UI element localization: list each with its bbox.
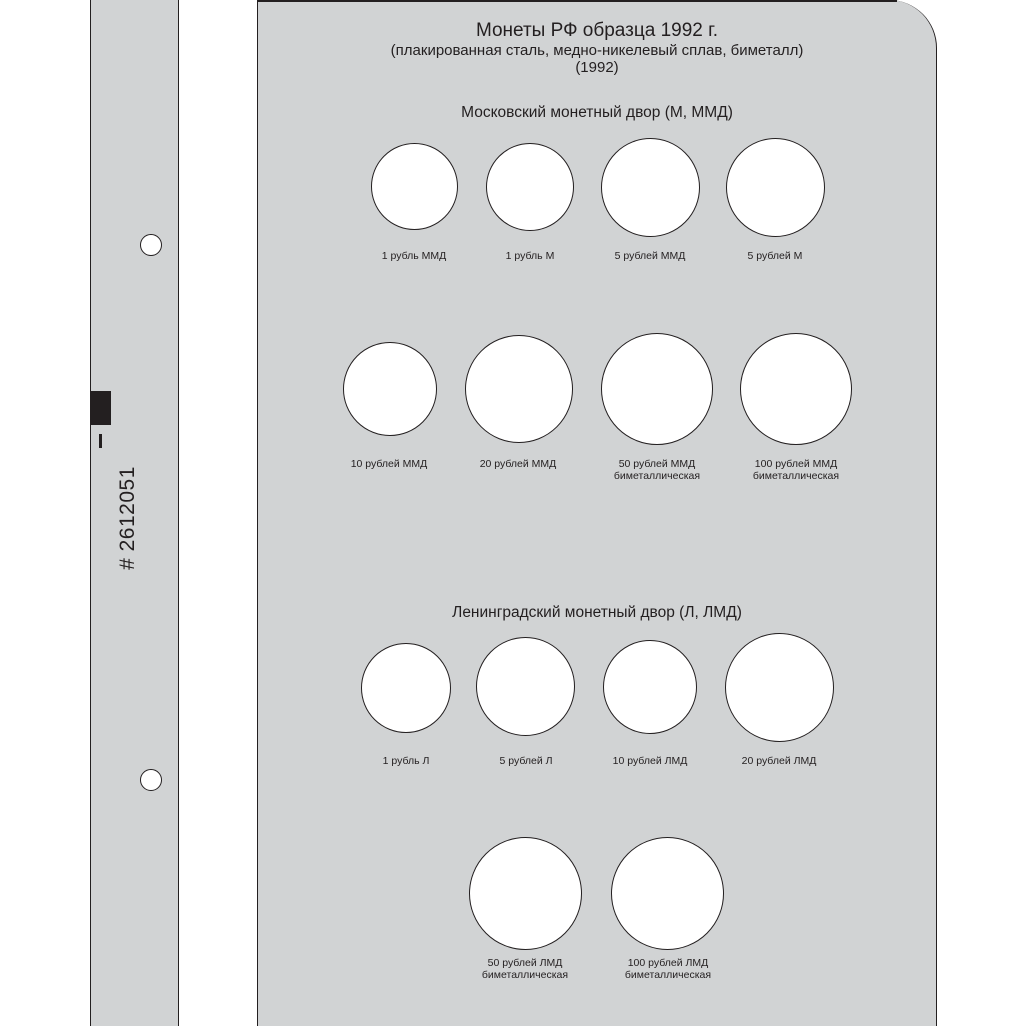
coin-slot-100-rub-lmd [611,837,724,950]
coin-slot-50-rub-mmd [601,333,713,445]
section-leningrad-title: Ленинградский монетный двор (Л, ЛМД) [452,604,742,621]
coin-label-10-rub-lmd: 10 рублей ЛМД [612,755,688,767]
coin-label-50-rub-mmd: 50 рублей ММД биметаллическая [613,458,701,482]
coin-slot-10-rub-mmd [343,342,437,436]
coin-slot-5-rub-mmd [601,138,700,237]
coin-label-10-rub-mmd: 10 рублей ММД [350,458,428,470]
coin-label-1-rub-mmd: 1 рубль ММД [381,250,447,262]
coin-label-20-rub-lmd: 20 рублей ЛМД [741,755,817,767]
section-moscow-title: Московский монетный двор (М, ММД) [461,104,733,121]
registration-mark [90,391,111,425]
coin-label-50-rub-lmd: 50 рублей ЛМД биметаллическая [481,957,569,981]
coin-slot-1-rub-l [361,643,451,733]
page-title: Монеты РФ образца 1992 г. [475,20,719,41]
coin-label-100-rub-lmd: 100 рублей ЛМД биметаллическая [624,957,712,981]
coin-slot-10-rub-lmd [603,640,697,734]
page-top-edge [257,0,897,2]
coin-label-5-rub-m: 5 рублей М [747,250,803,262]
punch-hole-bottom [140,769,162,791]
coin-label-1-rub-l: 1 рубль Л [382,755,430,767]
coin-slot-20-rub-mmd [465,335,573,443]
registration-tick [99,434,102,448]
coin-slot-5-rub-m [726,138,825,237]
coin-label-100-rub-mmd: 100 рублей ММД биметаллическая [752,458,840,482]
coin-label-1-rub-m: 1 рубль М [505,250,555,262]
page-year: (1992) [575,59,619,76]
page-subtitle: (плакированная сталь, медно-никелевый сплав, биметалл) [390,42,804,59]
punch-hole-top [140,234,162,256]
coin-label-5-rub-mmd: 5 рублей ММД [614,250,686,262]
coin-slot-100-rub-mmd [740,333,852,445]
coin-slot-5-rub-l [476,637,575,736]
coin-slot-50-rub-lmd [469,837,582,950]
coin-slot-1-rub-mmd [371,143,458,230]
album-page [257,0,937,1026]
page-title-block [257,20,937,76]
coin-label-20-rub-mmd: 20 рублей ММД [479,458,557,470]
coin-slot-1-rub-m [486,143,574,231]
coin-slot-20-rub-lmd [725,633,834,742]
coin-label-5-rub-l: 5 рублей Л [499,755,553,767]
